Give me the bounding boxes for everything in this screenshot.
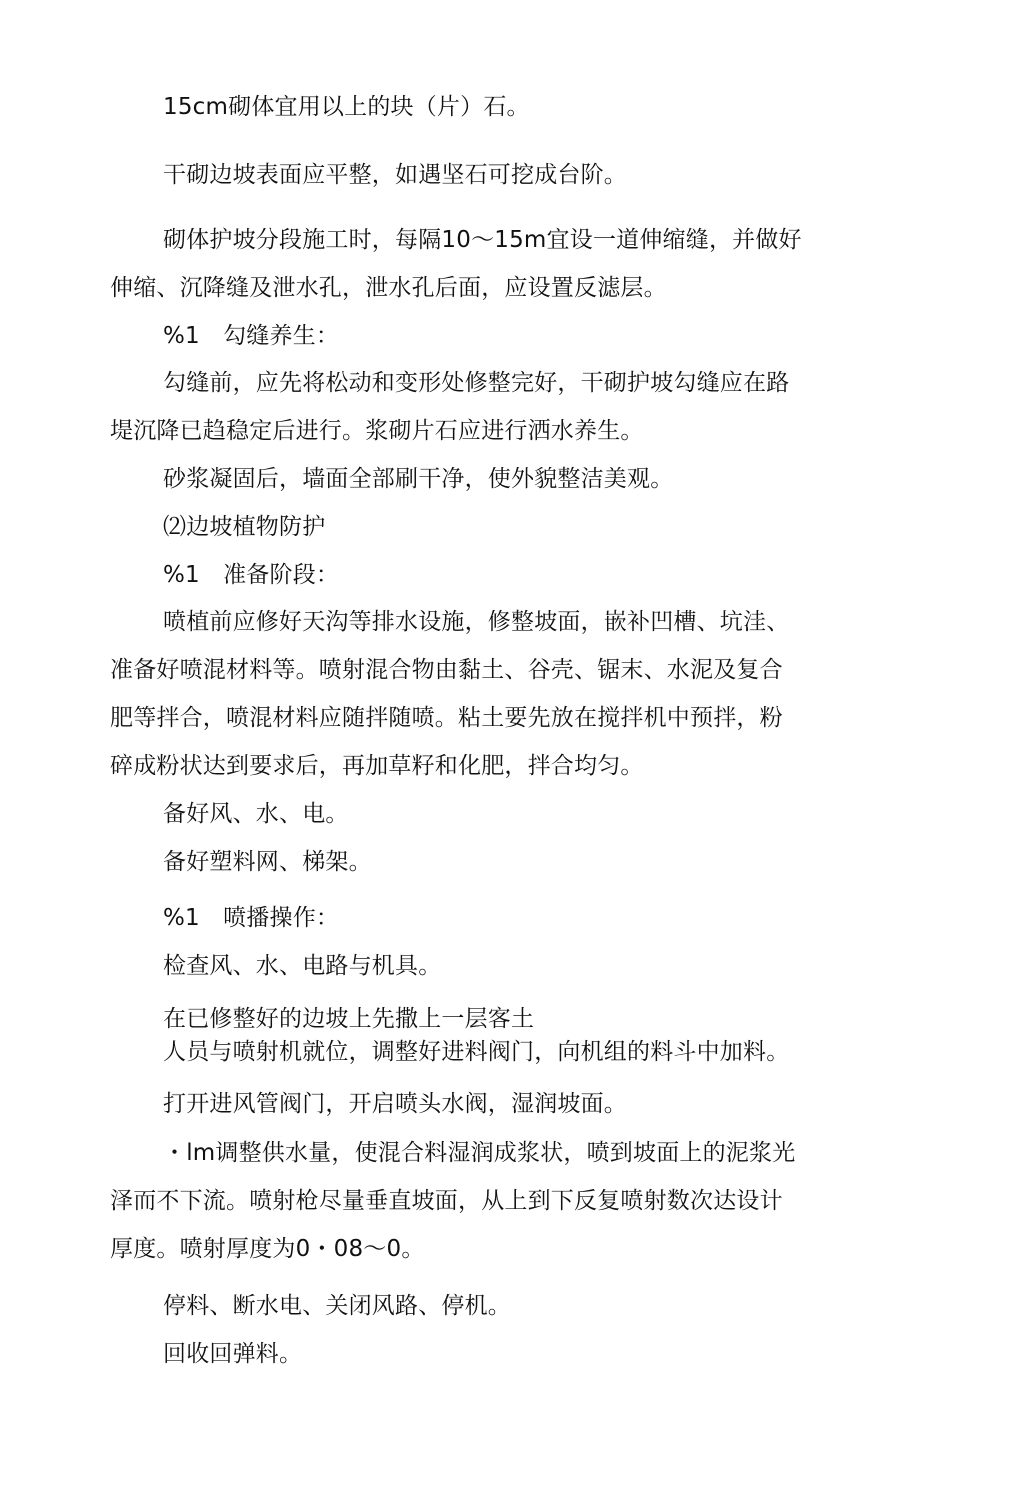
- text-line: 厚度。喷射厚度为0・08～0。: [110, 1236, 425, 1262]
- text-line: 在已修整好的边坡上先撒上一层客土: [163, 1006, 535, 1032]
- text-line: 砌体护坡分段施工时，每隔10～15m宜设一道伸缩缝，并做好: [163, 227, 802, 253]
- text-line: 砂浆凝固后，墙面全部刷干净，使外貌整洁美观。: [163, 466, 674, 492]
- section-heading: %1 准备阶段：: [163, 562, 340, 588]
- text-line: 人员与喷射机就位，调整好进料阀门，向机组的料斗中加料。: [163, 1039, 790, 1065]
- text-line: 肥等拌合，喷混材料应随拌随喷。粘土要先放在搅拌机中预拌，粉: [110, 705, 783, 731]
- text-line: 喷植前应修好天沟等排水设施，修整坡面，嵌补凹槽、坑洼、: [163, 609, 790, 635]
- text-line: 勾缝前，应先将松动和变形处修整完好，干砌护坡勾缝应在路: [163, 370, 790, 396]
- text-line: 停料、断水电、关闭风路、停机。: [163, 1293, 511, 1319]
- text-line: ・lm调整供水量，使混合料湿润成浆状，喷到坡面上的泥浆光: [163, 1140, 796, 1166]
- text-line: 准备好喷混材料等。喷射混合物由黏土、谷壳、锯末、水泥及复合: [110, 657, 783, 683]
- text-line: 伸缩、沉降缝及泄水孔，泄水孔后面，应设置反滤层。: [110, 275, 667, 301]
- text-line: 打开进风管阀门，开启喷头水阀，湿润坡面。: [163, 1091, 627, 1117]
- section-heading: ⑵边坡植物防护: [163, 514, 326, 540]
- text-line: 泽而不下流。喷射枪尽量垂直坡面，从上到下反复喷射数次达设计: [110, 1188, 783, 1214]
- text-line: 碎成粉状达到要求后，再加草籽和化肥，拌合均匀。: [110, 753, 644, 779]
- text-line: 回收回弹料。: [163, 1341, 303, 1367]
- section-heading: %1 喷播操作：: [163, 905, 340, 931]
- section-heading: %1 勾缝养生：: [163, 323, 340, 349]
- text-line: 15cm砌体宜用以上的块（片）石。: [163, 94, 530, 120]
- text-line: 备好塑料网、梯架。: [163, 849, 372, 875]
- text-line: 干砌边坡表面应平整，如遇坚石可挖成台阶。: [163, 162, 627, 188]
- text-line: 堤沉降已趋稳定后进行。浆砌片石应进行洒水养生。: [110, 418, 644, 444]
- text-line: 检查风、水、电路与机具。: [163, 953, 442, 979]
- text-line: 备好风、水、电。: [163, 801, 349, 827]
